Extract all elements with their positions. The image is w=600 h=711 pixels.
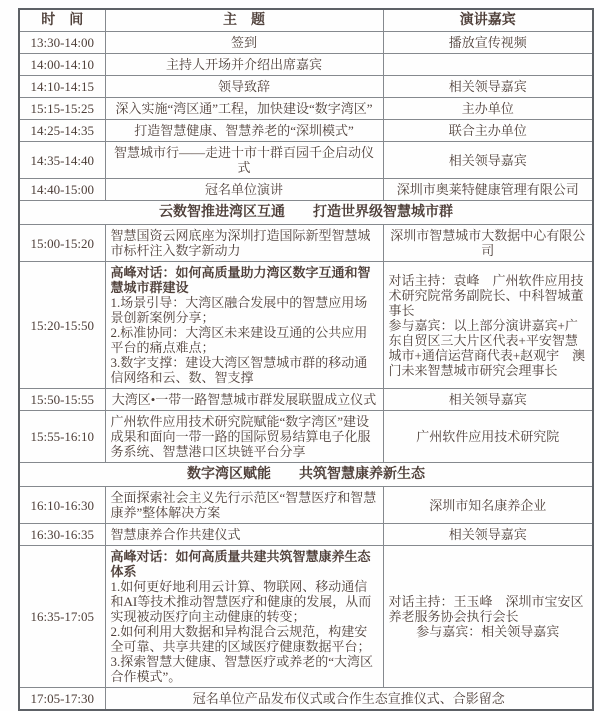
time-cell: 14:35-14:40 [19,142,105,179]
time-cell: 14:25-14:35 [19,120,105,142]
topic-cell [105,546,383,688]
speaker-cell [383,262,593,389]
topic-cell: 深入实施“湾区通”工程，加快建设“数字湾区” [105,98,383,120]
speaker-cell: 深圳市知名康养企业 [383,487,593,524]
header-row [19,9,593,32]
table-row [19,389,593,411]
table-row [19,142,593,179]
time-cell: 13:30-14:00 [19,32,105,54]
topic-item: 3.数字支撑：建设大湾区智慧城市群的移动通信网络和云、数、智支撑 [110,355,368,385]
speaker-cell: 相关领导嘉宾 [383,76,593,98]
time-cell: 15:50-15:55 [19,389,105,411]
topic-cell: 冠名单位产品发布仪式或合作生态宣推仪式、合影留念 [105,688,593,711]
topic-cell: 领导致辞 [105,76,383,98]
time-cell: 15:00-15:20 [19,225,105,262]
time-cell: 14:40-15:00 [19,179,105,201]
speaker-cell: 深圳市智慧城市大数据中心有限公司 [383,225,593,262]
time-cell: 15:20-15:50 [19,262,105,389]
topic-cell: 冠名单位演讲 [105,179,383,201]
topic-cell: 智慧康养合作共建仪式 [105,524,383,546]
topic-cell: 主持人开场并介绍出席嘉宾 [105,54,383,76]
topic-item: 2.如何利用大数据和异构混合云规范，构建安全可靠、共享共建的区域医疗健康数据平台； [110,624,371,654]
time-cell: 17:05-17:30 [19,688,105,711]
table-row [19,179,593,201]
topic-cell: 大湾区•一带一路智慧城市群发展联盟成立仪式 [105,389,383,411]
topic-cell: 广州软件应用技术研究院赋能“数字湾区”建设成果和面向一带一路的国际贸易结算电子化服务系统、智慧港口区块链平台分享 [105,411,383,463]
speaker-cell: 联合主办单位 [383,120,593,142]
time-cell: 15:15-15:25 [19,98,105,120]
topic-item: 3.探索智慧大健康、智慧医疗或养老的“大湾区合作模式”。 [110,654,374,684]
section-header: 云数智推进湾区互通 打造世界级智慧城市群 [19,201,593,225]
table-row [19,262,593,389]
time-cell: 16:35-17:05 [19,546,105,688]
section-row [19,463,593,487]
topic-item: 2.标准协同：大湾区未来建设互通的公共应用平台的痛点难点； [110,325,368,355]
speaker-cell: 播放宣传视频 [383,32,593,54]
topic-cell: 智慧城市行——走进十市十群百园千企启动仪式 [105,142,383,179]
topic-cell: 智慧国资云网底座为深圳打造国际新型智慧城市标杆注入数字新动力 [105,225,383,262]
section-row [19,201,593,225]
topic-item: 1.如何更好地利用云计算、物联网、移动通信和AI等技术推动智慧医疗和健康的发展，从而实现被动医疗向主动健康的转变； [110,579,372,624]
speaker-cell: 广州软件应用技术研究院 [383,411,593,463]
topic-cell: 打造智慧健康、智慧养老的“深圳模式” [105,120,383,142]
topic-title: 高峰对话：如何高质量共建共筑智慧康养生态体系 [110,549,371,579]
table-row [19,225,593,262]
time-cell: 14:00-14:10 [19,54,105,76]
speaker-cell: 相关领导嘉宾 [383,142,593,179]
speaker-line: 对话主持：袁峰 广州软件应用技术研究院常务副院长、中科智城董事长 [388,272,584,318]
time-cell: 15:55-16:10 [19,411,105,463]
time-cell: 14:10-14:15 [19,76,105,98]
table-row [19,32,593,54]
topic-title: 高峰对话：如何高质量助力湾区数字互通和智慧城市群建设 [110,265,371,295]
topic-cell: 签到 [105,32,383,54]
table-row [19,411,593,463]
speaker-line: 参与嘉宾：以上部分演讲嘉宾+广东自贸区三大片区代表+平安智慧城市+通信运营商代表+赵观宇 澳门未来智慧城市研究会理事长 [388,317,586,378]
section-header: 数字湾区赋能 共筑智慧康养新生态 [19,463,593,487]
speaker-cell: 相关领导嘉宾 [383,389,593,411]
topic-cell [105,262,383,389]
speaker-line: 参与嘉宾：相关领导嘉宾 [416,624,560,639]
topic-item: 1.场景引导：大湾区融合发展中的智慧应用场景创新案例分享； [110,295,368,325]
header-time: 时 间 [19,9,105,32]
time-cell: 16:10-16:30 [19,487,105,524]
table-row [19,76,593,98]
speaker-cell: 深圳市奥莱特健康管理有限公司 [383,179,593,201]
speaker-cell: 主办单位 [383,98,593,120]
table-row [19,98,593,120]
speaker-line: 对话主持：王玉峰 深圳市宝安区养老服务协会执行会长 [388,594,584,624]
table-row [19,546,593,688]
table-row [19,120,593,142]
speaker-cell: 相关领导嘉宾 [383,524,593,546]
header-speaker: 演讲嘉宾 [383,9,593,32]
topic-cell: 全面探索社会主义先行示范区“智慧医疗和智慧康养”整体解决方案 [105,487,383,524]
agenda-table [18,8,594,711]
table-row [19,487,593,524]
speaker-cell [383,54,593,76]
speaker-cell [383,546,593,688]
table-row [19,54,593,76]
time-cell: 16:30-16:35 [19,524,105,546]
agenda-body [19,32,593,711]
table-row [19,524,593,546]
header-topic: 主 题 [105,9,383,32]
table-row [19,688,593,711]
